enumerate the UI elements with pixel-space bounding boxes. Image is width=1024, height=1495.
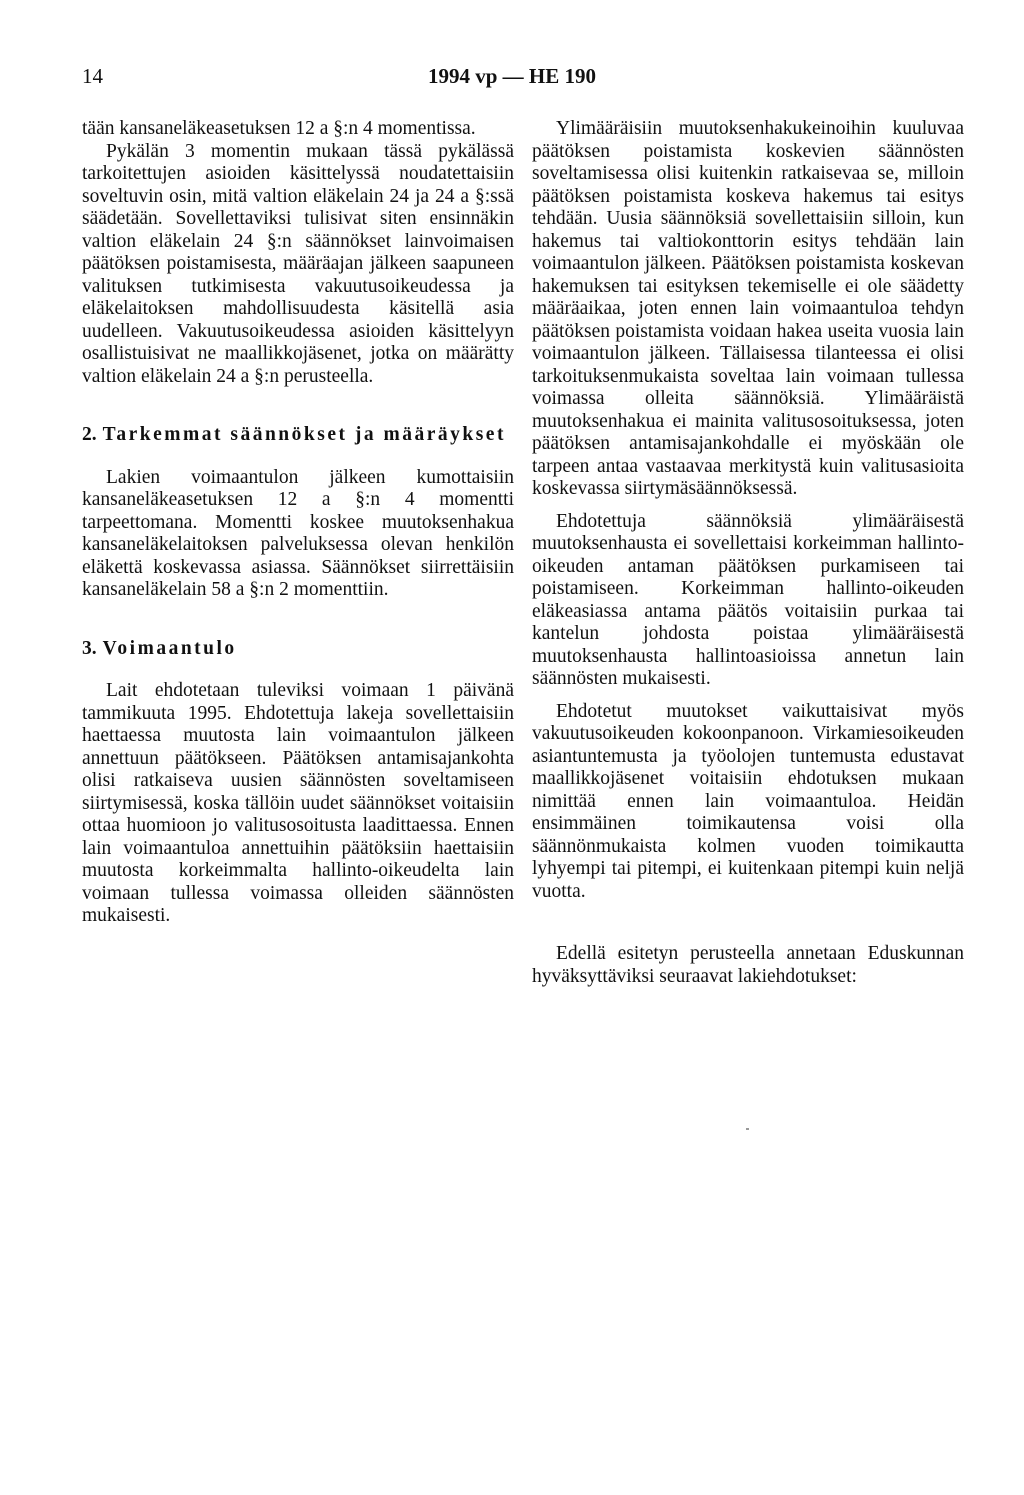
left-paragraph-continuation: tään kansaneläkeasetuksen 12 a §:n 4 momentissa. xyxy=(82,118,476,139)
right-paragraph-supreme-court: Ehdotettuja säännöksiä ylimääräisestä muutoksenhausta ei sovellettaisi korkeimman hallinto-oikeuden antaman päätöksen purkamiseen tai poistamiseen. Korkeimman hallinto-oikeuden eläkeasiassa antama päätös voitaisiin purkaa tai kantelun johdosta poistaa ylimääräisestä muutoksenhausta hallintoasioissa annetun lain säännösten mukaisesti. xyxy=(532,510,964,689)
section-3-paragraph: Lait ehdotetaan tuleviksi voimaan 1 päivänä tammikuuta 1995. Ehdotettuja lakeja sovellettaisiin haettaessa muutosta lain voimaantulon jälkeen annettuun päätökseen. Päätöksen antamisajankohta olisi ratkaiseva uusien säännösten soveltamiseen siirtymisessä, koska tällöin uudet säännökset voitaisiin ottaa huomioon jo valitusosoitusta laadittaessa. Ennen lain voimaantuloa annettuihin päätöksiin haettaisiin muutosta korkeimmalta hallinto-oikeudelta lain voimaan tullessa voimassa olleiden säännösten mukaisesti. xyxy=(82,680,514,926)
right-paragraph-proposal: Edellä esitetyn perusteella annetaan Eduskunnan hyväksyttäviksi seuraavat lakiehdotukset: xyxy=(532,943,964,987)
page-number: 14 xyxy=(82,64,103,88)
section-2-title: Tarkemmat säännökset ja määräykset xyxy=(102,424,506,445)
left-paragraph-pykala-3: Pykälän 3 momentin mukaan tässä pykälässä tarkoitettujen asioiden käsittelyssä noudatettaisiin soveltuvin osin, mitä valtion eläkelain 24 ja 24 a §:ssä säädetään. Sovellettaviksi tulisivat siten ensinnäkin valtion eläkelain 24 §:n säännökset lainvoimaisen päätöksen poistamisesta, määräajan jälkeen saapuneen valituksen tutkimisesta vakuutusoikeudessa ja eläkelaitoksen mahdollisuudesta käsitellä asia uudelleen. Vakuutusoikeudessa asioiden käsittelyyn osallistuisivat ne maallikkojäsenet, jotka on määrätty valtion eläkelain 24 a §:n perusteella. xyxy=(82,140,514,387)
section-2-number: 2. xyxy=(82,424,97,445)
section-3-heading xyxy=(82,638,514,661)
right-paragraph-extraordinary-appeal: Ylimääräisiin muutoksenhakukeinoihin kuuluvaa päätöksen poistamista koskevien säännösten soveltamisessa olisi kuitenkin ratkaisevaa se, milloin päätöksen poistamista koskeva hakemus tai esitys tehdään. Uusia säännöksiä sovellettaisiin silloin, kun hakemus tai valtiokonttorin esitys tehdään lain voimaantulon jälkeen. Päätöksen poistamista koskevan hakemuksen tai esityksen tekemiselle ei ole säädetty määräaikaa, joten ennen lain voimaantuloa tehdyn päätöksen poistamista voidaan hakea useita vuosia lain voimaantulon jälkeen. Tällaisessa tilanteessa ei olisi tarkoituksenmukaista soveltaa lain voimaan tullessa voimassa olleita säännöksiä. Ylimääräistä muutoksenhakua ei mainita valitusosoituksessa, joten päätöksen antamisajankohdalle ei myöskään ole tarpeen antaa vastaavaa merkitystä kuin valitusasioita koskevassa siirtymäsäännöksessä. xyxy=(532,118,964,499)
section-2-heading xyxy=(82,424,514,447)
right-paragraph-composition: Ehdotetut muutokset vaikuttaisivat myös vakuutusoikeuden kokoonpanoon. Virkamiesoikeuden asiantuntemusta ja työolojen tuntemusta edustavat maallikkojäsenet voitaisiin ehdotuksen mukaan nimittää ennen lain voimaantuloa. Heidän ensimmäinen toimikautensa voisi olla säännönmukaista kolmen vuoden toimikautta lyhyempi tai pitempi, ei kuitenkaan pitempi kuin neljä vuotta. xyxy=(532,700,964,902)
document-reference-title: 1994 vp — HE 190 xyxy=(427,64,597,88)
left-column xyxy=(82,118,514,928)
right-column xyxy=(532,118,964,988)
section-3-title: Voimaantulo xyxy=(102,637,237,659)
section-2-paragraph: Lakien voimaantulon jälkeen kumottaisiin kansaneläkeasetuksen 12 a §:n 4 momentti tarpeettomana. Momentti koskee muutoksenhakua kansaneläkelaitoksen palveluksessa olevan henkilön eläkettä koskevassa asiassa. Säännökset siirrettäisiin kansaneläkelain 58 a §:n 2 momenttiin. xyxy=(82,466,514,600)
page-header xyxy=(0,64,1024,94)
section-3-number: 3. xyxy=(82,637,97,659)
scan-speck xyxy=(746,1128,749,1130)
